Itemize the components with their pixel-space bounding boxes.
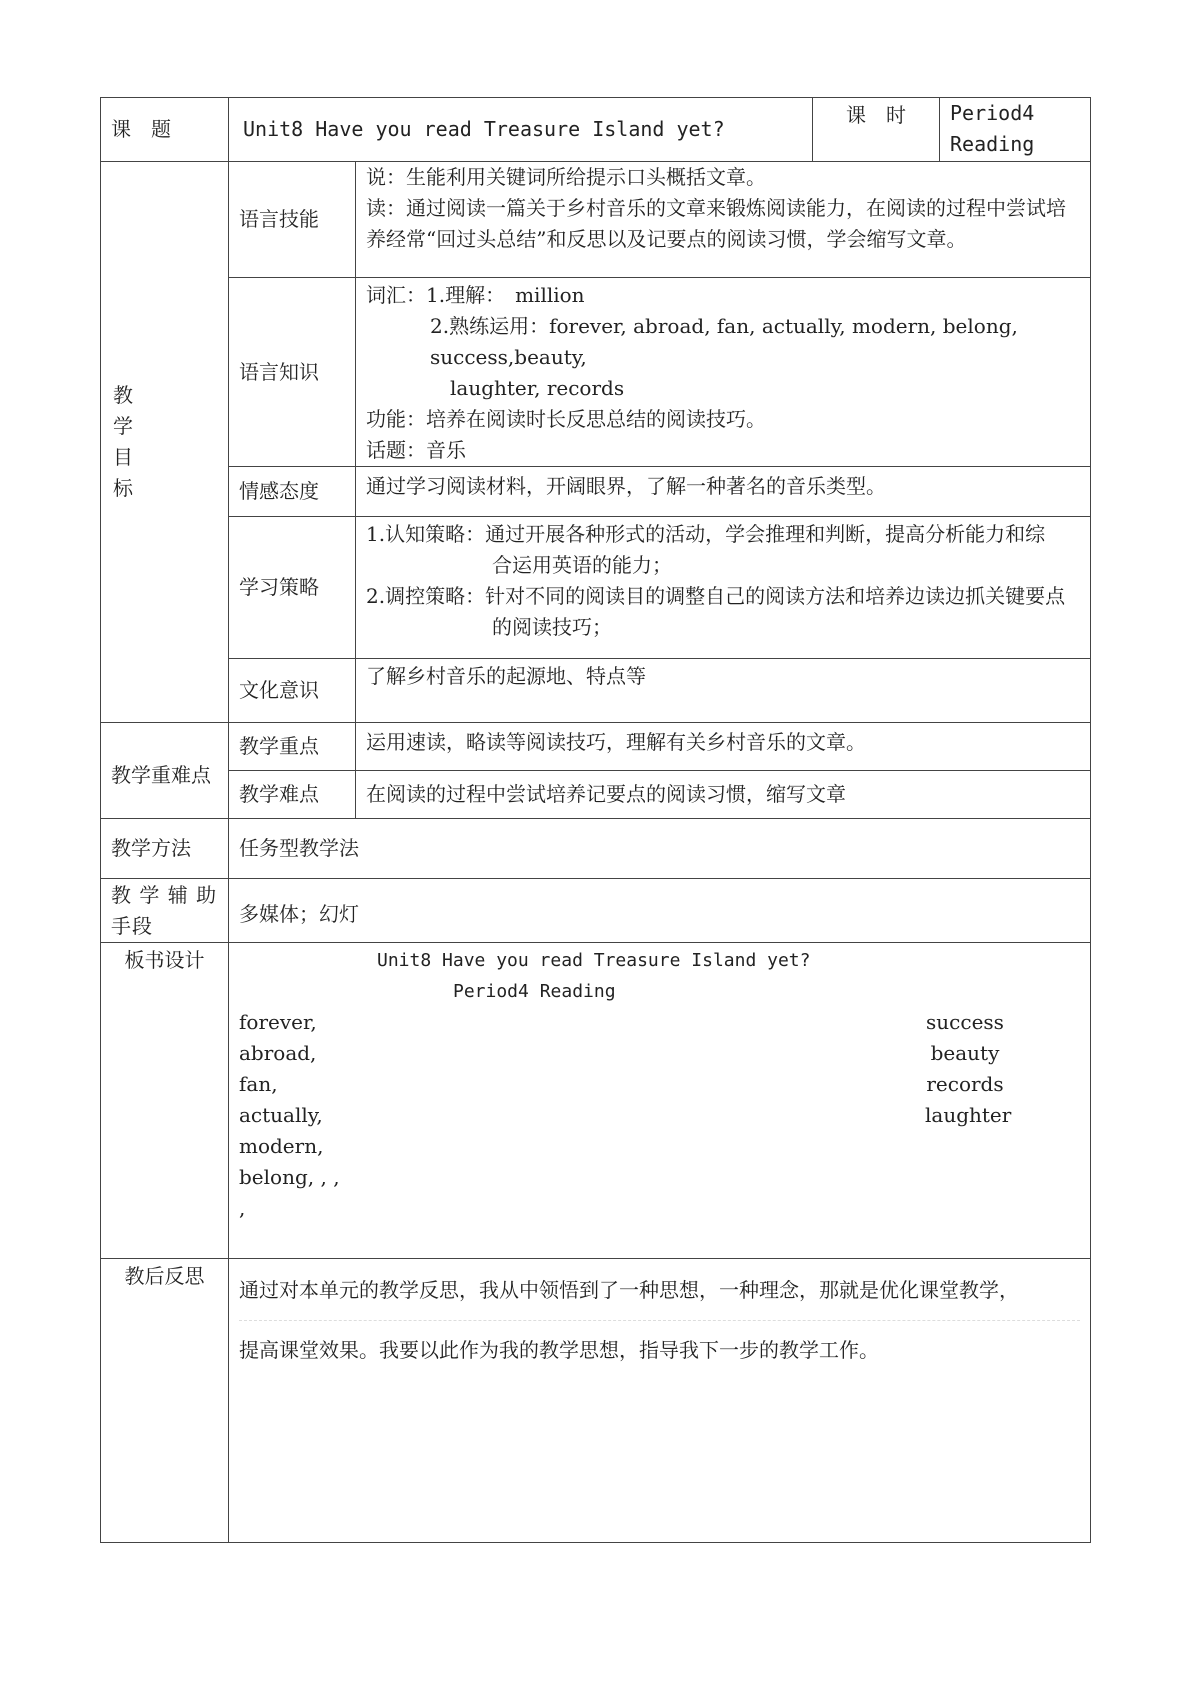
board-title: Unit8 Have you read Treasure Island yet? [377, 950, 811, 971]
reflection-row [101, 1259, 1091, 1543]
difficulty-label: 教学难点 [229, 771, 356, 819]
objectives-char-3: 目 [113, 445, 133, 469]
period-value [940, 98, 1091, 162]
knowledge-row [101, 278, 1091, 467]
strategy-content [356, 517, 1091, 659]
board-left-word: actually, [239, 1103, 323, 1127]
method-label: 教学方法 [101, 819, 229, 879]
focus-label: 教学重点 [229, 723, 356, 771]
period-line2: Reading [950, 132, 1035, 156]
reflection-label: 教后反思 [101, 1259, 229, 1543]
strategy-line3: 2.调控策略：针对不同的阅读目的调整自己的阅读方法和培养边读边抓关键要点 [366, 584, 1066, 608]
key-points-group-label: 教学重难点 [101, 723, 229, 819]
board-left-word: , [239, 1196, 246, 1220]
board-right-word: beauty [930, 1041, 1000, 1065]
knowledge-line2: 2.熟练运用：forever, abroad, fan, actually, modern, belong, success,beauty, [430, 314, 1018, 369]
knowledge-line5: 话题：音乐 [366, 438, 466, 462]
board-row [101, 943, 1091, 1259]
strategy-line2: 合运用英语的能力； [492, 553, 672, 577]
focus-content: 运用速读，略读等阅读技巧，理解有关乡村音乐的文章。 [356, 723, 1091, 771]
objectives-char-2: 学 [113, 414, 133, 438]
aids-row [101, 879, 1091, 943]
period-label: 课 时 [813, 98, 940, 162]
board-content [229, 943, 1091, 1259]
skills-line1: 说：生能利用关键词所给提示口头概括文章。 [366, 165, 766, 189]
knowledge-line4: 功能：培养在阅读时长反思总结的阅读技巧。 [366, 407, 766, 431]
board-right-words [925, 1007, 1012, 1131]
strategy-row [101, 517, 1091, 659]
board-right-word: records [926, 1072, 1004, 1096]
difficulty-content: 在阅读的过程中尝试培养记要点的阅读习惯，缩写文章 [356, 771, 1091, 819]
board-left-word: modern, [239, 1134, 324, 1158]
objectives-char-4: 标 [113, 476, 133, 500]
board-words [239, 1007, 1080, 1232]
aids-content: 多媒体；幻灯 [229, 879, 1091, 943]
attitude-row [101, 467, 1091, 517]
knowledge-line1: 词汇：1.理解： million [366, 283, 585, 307]
strategy-line4: 的阅读技巧； [492, 615, 612, 639]
board-subtitle: Period4 Reading [453, 981, 616, 1002]
knowledge-line3: laughter, records [450, 376, 625, 400]
board-label: 板书设计 [101, 943, 229, 1259]
reflection-line1: 通过对本单元的教学反思，我从中领悟到了一种思想，一种理念，那就是优化课堂教学， [239, 1275, 1080, 1321]
skills-row [101, 162, 1091, 278]
board-left-word: fan, [239, 1072, 278, 1096]
aids-label: 教 学 辅 助 手段 [101, 879, 229, 943]
culture-content: 了解乡村音乐的起源地、特点等 [356, 659, 1091, 723]
board-left-word: belong, , , [239, 1165, 340, 1189]
culture-label: 文化意识 [229, 659, 356, 723]
topic-value: Unit8 Have you read Treasure Island yet? [229, 98, 813, 162]
focus-row [101, 723, 1091, 771]
reflection-line2: 提高课堂效果。我要以此作为我的教学思想，指导我下一步的教学工作。 [239, 1338, 879, 1362]
topic-label: 课 题 [101, 98, 229, 162]
reflection-content [229, 1259, 1091, 1543]
skills-line2: 读：通过阅读一篇关于乡村音乐的文章来锻炼阅读能力，在阅读的过程中尝试培养经常“回过头总结”和反思以及记要点的阅读习惯，学会缩写文章。 [366, 196, 1066, 251]
header-row [101, 98, 1091, 162]
knowledge-content [356, 278, 1091, 467]
knowledge-label: 语言知识 [229, 278, 356, 467]
strategy-line1: 1.认知策略：通过开展各种形式的活动，学会推理和判断，提高分析能力和综 [366, 522, 1046, 546]
objectives-char-1: 教 [113, 383, 133, 407]
objectives-group-label [101, 162, 229, 723]
strategy-label: 学习策略 [229, 517, 356, 659]
period-line1: Period4 [950, 101, 1035, 125]
method-row [101, 819, 1091, 879]
board-left-words [239, 1007, 340, 1224]
attitude-content: 通过学习阅读材料，开阔眼界，了解一种著名的音乐类型。 [356, 467, 1091, 517]
lesson-plan-table [100, 97, 1091, 1543]
board-left-word: abroad, [239, 1041, 317, 1065]
culture-row [101, 659, 1091, 723]
skills-label: 语言技能 [229, 162, 356, 278]
method-content: 任务型教学法 [229, 819, 1091, 879]
difficulty-row [101, 771, 1091, 819]
board-right-word: success [926, 1010, 1004, 1034]
skills-content [356, 162, 1091, 278]
board-right-word: laughter [925, 1103, 1012, 1127]
board-left-word: forever, [239, 1010, 317, 1034]
attitude-label: 情感态度 [229, 467, 356, 517]
